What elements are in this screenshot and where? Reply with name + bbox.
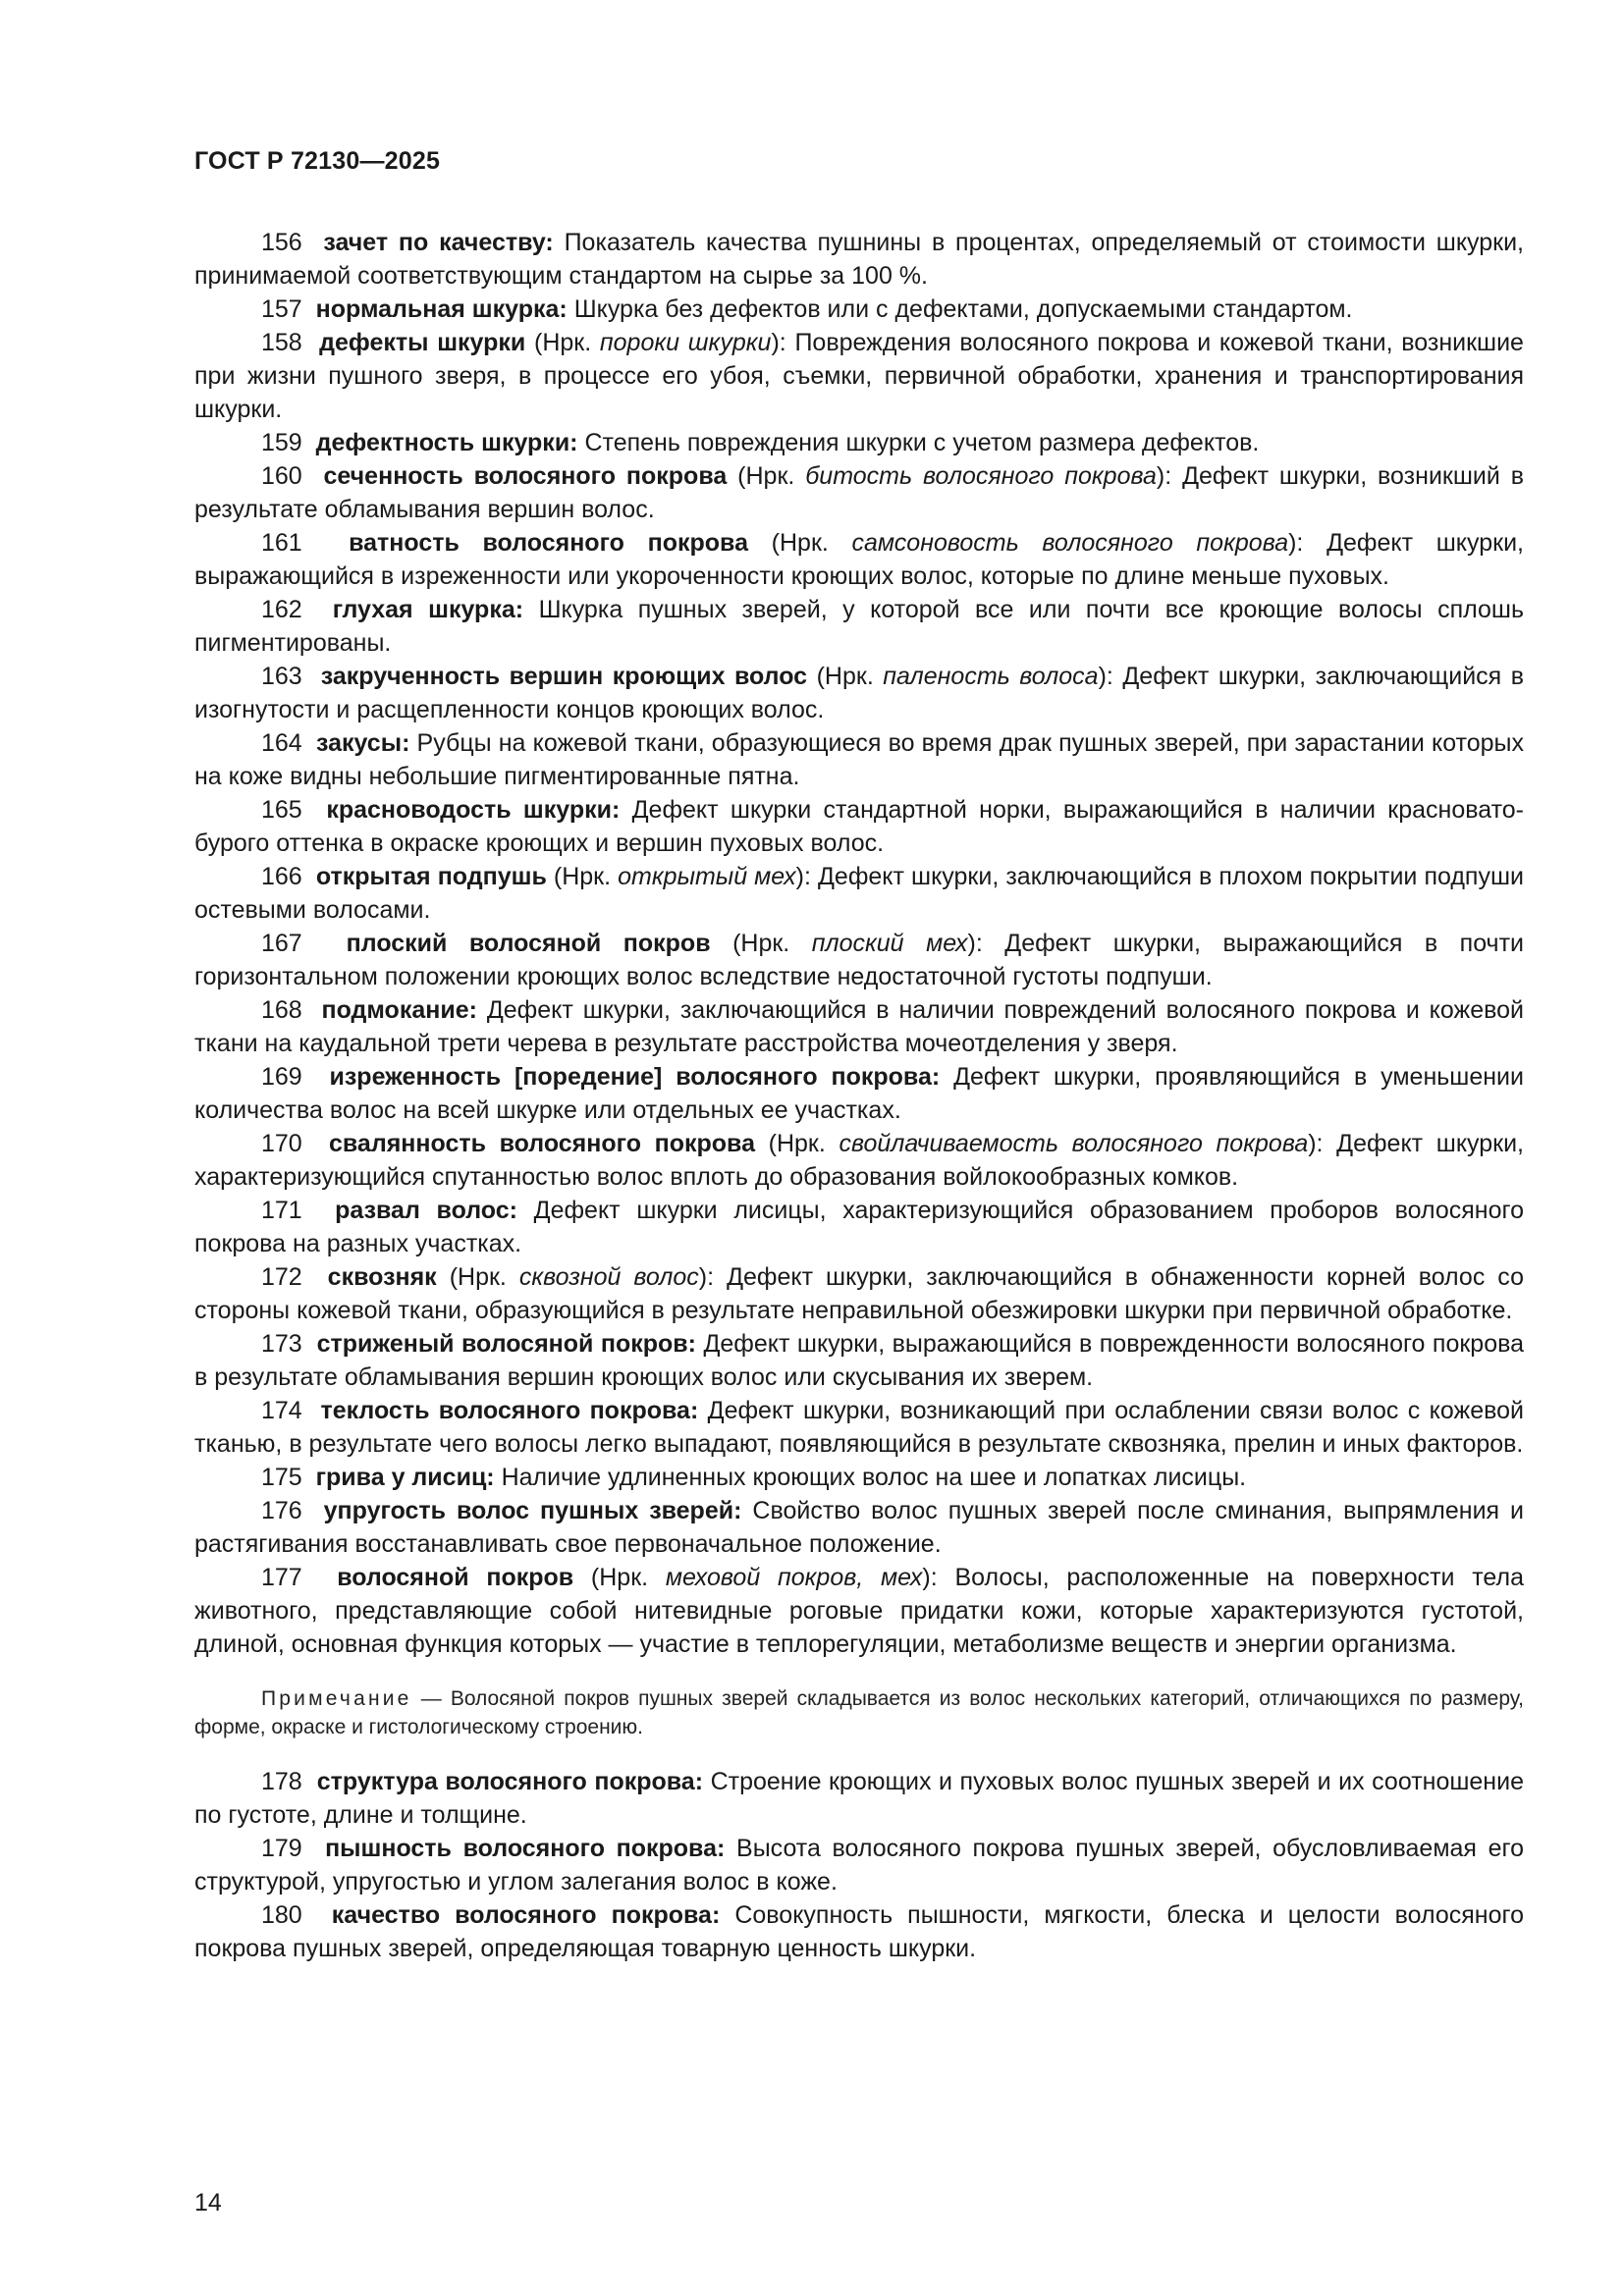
term-number: 171: [261, 1197, 302, 1224]
synonym-suffix: ):: [1288, 529, 1304, 557]
term-title: подмокание:: [321, 996, 477, 1024]
term-definition: Дефект шкурки, проявляющийся в уменьшении количества волос на всей шкурке или отдельных ее участках.: [194, 1063, 1524, 1124]
note-label: Примечание: [261, 1687, 412, 1710]
term-number: 168: [261, 996, 302, 1024]
term-number: 167: [261, 930, 302, 957]
term-definition: Шкурка пушных зверей, у которой все или почти все кроющие волосы сплошь пигментированы.: [194, 596, 1525, 657]
term-entry: [194, 1561, 1524, 1661]
synonym-term: битость волосяного покрова: [805, 462, 1157, 490]
term-title: сквозняк: [327, 1263, 437, 1291]
synonym-prefix: (Нрк.: [737, 462, 795, 490]
term-entry: [194, 793, 1524, 860]
term-definition: Свойство волос пушных зверей после сминания, выпрямления и растягивания восстанавливать свое первоначальное положение.: [194, 1497, 1524, 1558]
term-number: 160: [261, 462, 302, 490]
term-definition: Наличие удлиненных кроющих волос на шее и лопатках лисицы.: [501, 1464, 1247, 1491]
term-number: 158: [261, 329, 302, 356]
term-number: 163: [261, 663, 302, 690]
term-entry: [194, 593, 1524, 660]
term-entry: [194, 1394, 1524, 1461]
term-number: 156: [261, 229, 302, 256]
term-entry: [194, 1260, 1524, 1327]
term-entry: [194, 927, 1524, 993]
term-title: ватность волосяного покрова: [349, 529, 748, 557]
term-number: 174: [261, 1397, 302, 1424]
term-entry: [194, 860, 1524, 927]
term-definition: Совокупность пышности, мягкости, блеска и целости волосяного покрова пушных зверей, определяющая товарную ценность шкурки.: [194, 1901, 1524, 1962]
term-definition: Дефект шкурки, заключающийся в изогнутости и расщепленности концов кроющих волос.: [194, 663, 1524, 723]
term-number: 176: [261, 1497, 302, 1524]
term-title: зачет по качеству:: [323, 229, 554, 256]
term-definition: Дефект шкурки, выражающийся в изреженности или укороченности кроющих волос, которые по длине меньше пуховых.: [194, 529, 1524, 590]
term-entry: [194, 1494, 1524, 1561]
term-title: пышность волосяного покрова:: [325, 1835, 726, 1862]
note: [194, 1684, 1524, 1741]
synonym-suffix: ):: [967, 930, 983, 957]
synonym-term: паленость волоса: [883, 663, 1099, 690]
term-number: 164: [261, 729, 302, 757]
term-number: 178: [261, 1768, 302, 1795]
term-number: 166: [261, 863, 302, 890]
synonym-prefix: (Нрк.: [534, 329, 592, 356]
terms-after-list: [194, 1765, 1524, 1965]
note-text: — Волосяной покров пушных зверей складывается из волос нескольких категорий, отличающихся по размеру, форме, окраске и гистологическому строению.: [194, 1687, 1524, 1738]
term-definition: Рубцы на кожевой ткани, образующиеся во время драк пушных зверей, при зарастании которых на коже видны небольшие пигментированные пятна.: [194, 729, 1524, 790]
term-definition: Шкурка без дефектов или с дефектами, допускаемыми стандартом.: [573, 295, 1353, 323]
synonym-term: плоский мех: [811, 930, 968, 957]
term-number: 172: [261, 1263, 302, 1291]
term-definition: Дефект шкурки стандартной норки, выражающийся в наличии красновато-бурого оттенка в окраске кроющих и вершин пуховых волос.: [194, 796, 1524, 857]
term-title: сеченность волосяного покрова: [323, 462, 728, 490]
term-number: 170: [261, 1130, 302, 1157]
term-definition: Дефект шкурки, возникший в результате обламывания вершин волос.: [194, 462, 1524, 523]
term-definition: Высота волосяного покрова пушных зверей, обусловливаемая его структурой, упругостью и углом залегания волос в коже.: [194, 1835, 1524, 1896]
synonym-prefix: (Нрк.: [449, 1263, 507, 1291]
term-title: развал волос:: [335, 1197, 517, 1224]
synonym-term: пороки шкурки: [599, 329, 772, 356]
term-entry: [194, 326, 1524, 426]
terms-list: [194, 226, 1524, 1661]
term-number: 165: [261, 796, 302, 824]
term-number: 157: [261, 295, 302, 323]
term-title: упругость волос пушных зверей:: [323, 1497, 742, 1524]
synonym-prefix: (Нрк.: [816, 663, 874, 690]
synonym-prefix: (Нрк.: [590, 1564, 649, 1591]
term-title: теклость волосяного покрова:: [320, 1397, 699, 1424]
term-entry: [194, 459, 1524, 526]
term-definition: Дефект шкурки, выражающийся в поврежденности волосяного покрова в результате обламывания вершин кроющих волос или скусывания их зверем.: [194, 1330, 1525, 1391]
term-title: глухая шкурка:: [332, 596, 524, 623]
term-title: структура волосяного покрова:: [316, 1768, 704, 1795]
term-definition: Волосы, расположенные на поверхности тела животного, представляющие собой нитевидные роговые придатки кожи, которые характеризуются густотой, длиной, основная функция которых — участие в теплорегуляции, метаболизме веществ и энергии организма.: [194, 1564, 1524, 1658]
term-number: 175: [261, 1464, 302, 1491]
term-definition: Дефект шкурки, заключающийся в наличии повреждений волосяного покрова и кожевой ткани на каудальной трети черева в результате расстройства мочеотделения у зверя.: [194, 996, 1524, 1057]
term-title: красноводость шкурки:: [326, 796, 621, 824]
term-number: 169: [261, 1063, 302, 1091]
synonym-prefix: (Нрк.: [771, 529, 829, 557]
term-definition: Показатель качества пушнины в процентах, определяемый от стоимости шкурки, принимаемой соответствующим стандартом на сырье за 100 %.: [194, 229, 1525, 290]
term-entry: [194, 426, 1524, 459]
synonym-suffix: ):: [922, 1564, 938, 1591]
term-definition: Степень повреждения шкурки с учетом размера дефектов.: [584, 429, 1260, 456]
term-title: закрученность вершин кроющих волос: [320, 663, 808, 690]
term-entry: [194, 660, 1524, 726]
term-entry: [194, 293, 1524, 326]
term-number: 159: [261, 429, 302, 456]
term-title: изреженность [поредение] волосяного покрова:: [329, 1063, 941, 1091]
term-entry: [194, 1327, 1524, 1394]
term-definition: Повреждения волосяного покрова и кожевой ткани, возникшие при жизни пушного зверя, в процессе его убоя, съемки, первичной обработки, хранения и транспортирования шкурки.: [194, 329, 1524, 423]
synonym-suffix: ):: [698, 1263, 715, 1291]
term-number: 161: [261, 529, 302, 557]
term-title: нормальная шкурка:: [315, 295, 568, 323]
synonym-suffix: ):: [795, 863, 811, 890]
term-entry: [194, 1832, 1524, 1898]
term-entry: [194, 1461, 1524, 1494]
term-entry: [194, 1765, 1524, 1832]
term-title: закусы:: [316, 729, 410, 757]
term-definition: Дефект шкурки лисицы, характеризующийся образованием проборов волосяного покрова на разных участках.: [194, 1197, 1524, 1257]
term-title: волосяной покров: [337, 1564, 574, 1591]
term-definition: Строение кроющих и пуховых волос пушных зверей и их соотношение по густоте, длине и толщине.: [194, 1768, 1524, 1829]
term-title: свалянность волосяного покрова: [328, 1130, 755, 1157]
term-number: 162: [261, 596, 302, 623]
synonym-prefix: (Нрк.: [553, 863, 612, 890]
synonym-term: сквозной волос: [518, 1263, 699, 1291]
synonym-term: открытый мех: [618, 863, 796, 890]
page-number: 14: [194, 2189, 222, 2216]
term-definition: Дефект шкурки, возникающий при ослаблении связи волос с кожевой тканью, в результате чего волосы легко выпадают, появляющийся в результате сквозняка, прелин и иных факторов.: [194, 1397, 1524, 1458]
term-definition: Дефект шкурки, заключающийся в обнаженности корней волос со стороны кожевой ткани, образующийся в результате неправильной обезжировки шкурки при первичной обработке.: [194, 1263, 1524, 1324]
synonym-suffix: ):: [1308, 1130, 1324, 1157]
term-title: дефекты шкурки: [319, 329, 526, 356]
term-title: открытая подпушь: [315, 863, 547, 890]
synonym-prefix: (Нрк.: [732, 930, 790, 957]
synonym-suffix: ):: [1156, 462, 1172, 490]
synonym-term: свойлачиваемость волосяного покрова: [839, 1130, 1309, 1157]
term-number: 180: [261, 1901, 302, 1929]
term-number: 177: [261, 1564, 302, 1591]
document-body: [194, 226, 1524, 1965]
term-entry: [194, 993, 1524, 1060]
term-entry: [194, 526, 1524, 593]
term-definition: Дефект шкурки, заключающийся в плохом покрытии подпуши остевыми волосами.: [194, 863, 1524, 924]
term-definition: Дефект шкурки, выражающийся в почти горизонтальном положении кроющих волос вследствие недостаточной густоты подпуши.: [194, 930, 1524, 990]
term-title: плоский волосяной покров: [346, 930, 711, 957]
term-title: дефектность шкурки:: [315, 429, 578, 456]
term-entry: [194, 726, 1524, 793]
synonym-term: меховой покров, мех: [665, 1564, 923, 1591]
synonym-suffix: ):: [1098, 663, 1113, 690]
term-title: грива у лисиц:: [315, 1464, 495, 1491]
term-entry: [194, 226, 1524, 293]
synonym-prefix: (Нрк.: [768, 1130, 826, 1157]
synonym-term: самсоновость волосяного покрова: [851, 529, 1289, 557]
term-entry: [194, 1060, 1524, 1127]
term-number: 179: [261, 1835, 302, 1862]
term-title: стриженый волосяной покров:: [316, 1330, 696, 1358]
term-number: 173: [261, 1330, 302, 1358]
synonym-suffix: ):: [771, 329, 786, 356]
page-header: ГОСТ Р 72130—2025: [194, 147, 441, 175]
term-title: качество волосяного покрова:: [331, 1901, 721, 1929]
term-entry: [194, 1127, 1524, 1194]
term-entry: [194, 1194, 1524, 1260]
term-definition: Дефект шкурки, характеризующийся спутанностью волос вплоть до образования войлокообразных комков.: [194, 1130, 1525, 1191]
term-entry: [194, 1898, 1524, 1965]
